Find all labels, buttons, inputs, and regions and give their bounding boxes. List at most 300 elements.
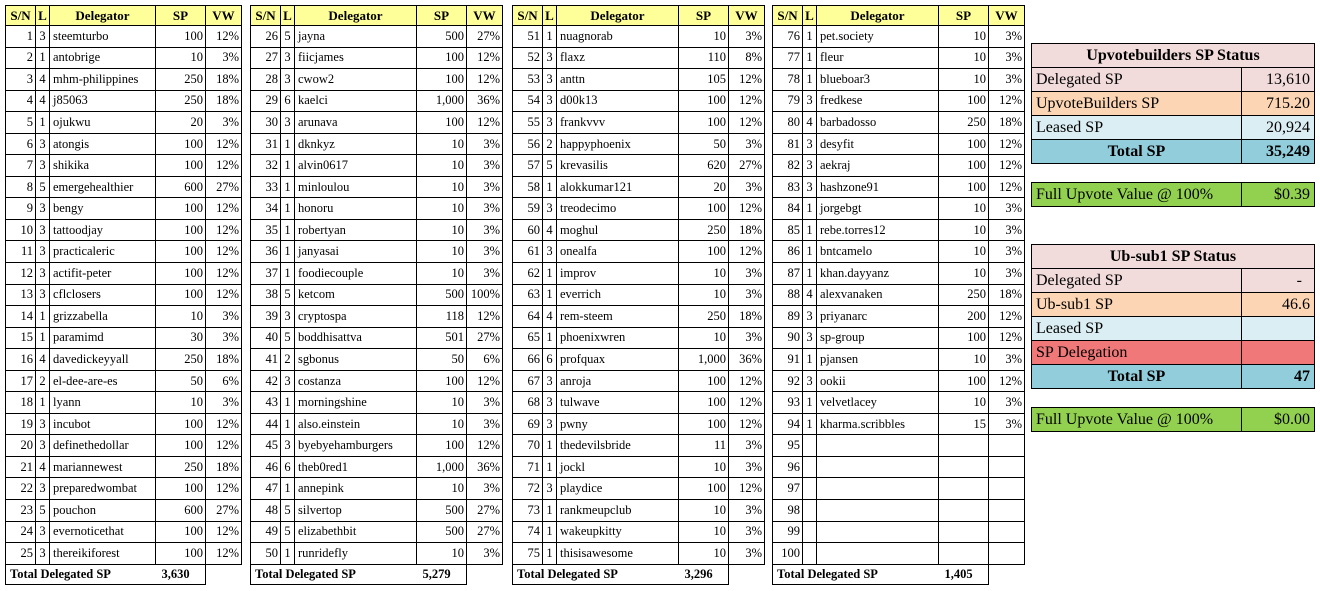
sp-amount: 10	[939, 219, 989, 241]
serial-number: 10	[6, 219, 36, 241]
level: 1	[281, 392, 295, 414]
level: 6	[543, 349, 557, 371]
serial-number: 20	[6, 435, 36, 457]
level: 1	[803, 69, 817, 91]
serial-number: 4	[6, 90, 36, 112]
level: 3	[543, 413, 557, 435]
vote-weight: 12%	[206, 219, 242, 241]
sp-amount: 500	[417, 284, 467, 306]
upvotebuilders-status-table	[1031, 43, 1315, 164]
serial-number: 47	[251, 478, 281, 500]
table-row	[251, 392, 503, 414]
level: 3	[36, 198, 50, 220]
sp-amount: 100	[156, 478, 206, 500]
sp-amount: 500	[417, 26, 467, 48]
level: 1	[803, 219, 817, 241]
delegator-name: bengy	[50, 198, 156, 220]
vote-weight: 36%	[729, 349, 765, 371]
table-row	[251, 241, 503, 263]
level: 3	[543, 69, 557, 91]
table-row	[251, 155, 503, 177]
sp-amount: 250	[156, 69, 206, 91]
serial-number: 44	[251, 413, 281, 435]
vote-weight: 3%	[206, 327, 242, 349]
level: 3	[543, 478, 557, 500]
delegator-name	[817, 478, 939, 500]
level: 5	[281, 327, 295, 349]
vote-weight: 12%	[206, 521, 242, 543]
delegated-sp-label: Delegated SP	[1032, 269, 1242, 293]
sp-amount: 200	[939, 306, 989, 328]
table-row	[6, 413, 242, 435]
serial-number: 92	[773, 370, 803, 392]
vote-weight: 3%	[467, 543, 503, 565]
delegator-name: arunava	[295, 112, 417, 134]
vote-weight: 12%	[467, 306, 503, 328]
level: 1	[543, 456, 557, 478]
serial-number: 63	[513, 284, 543, 306]
level: 1	[36, 112, 50, 134]
serial-number: 54	[513, 90, 543, 112]
serial-number: 88	[773, 284, 803, 306]
table-row	[773, 521, 1025, 543]
delegator-name: robertyan	[295, 219, 417, 241]
serial-number: 57	[513, 155, 543, 177]
serial-number: 75	[513, 543, 543, 565]
table-row	[6, 521, 242, 543]
sp-amount: 100	[417, 47, 467, 69]
vote-weight: 36%	[467, 90, 503, 112]
sp-amount: 100	[156, 219, 206, 241]
level: 3	[281, 306, 295, 328]
table-row	[513, 349, 765, 371]
delegator-name: phoenixwren	[557, 327, 679, 349]
serial-number: 21	[6, 456, 36, 478]
vote-weight: 3%	[467, 413, 503, 435]
delegator-name: theb0red1	[295, 456, 417, 478]
delegator-name: bntcamelo	[817, 241, 939, 263]
table-row	[6, 176, 242, 198]
sp-amount: 10	[939, 263, 989, 285]
serial-number: 93	[773, 392, 803, 414]
delegator-name: sp-group	[817, 327, 939, 349]
level: 3	[36, 284, 50, 306]
serial-number: 34	[251, 198, 281, 220]
serial-number: 74	[513, 521, 543, 543]
delegator-name: byebyehamburgers	[295, 435, 417, 457]
level: 5	[281, 521, 295, 543]
delegator-name: ketcom	[295, 284, 417, 306]
column-header-delegator: Delegator	[817, 6, 939, 26]
vote-weight: 3%	[989, 219, 1025, 241]
own-sp-label: UpvoteBuilders SP	[1032, 92, 1242, 116]
delegator-name: davedickeyyall	[50, 349, 156, 371]
column-header-vw: VW	[206, 6, 242, 26]
vote-weight: 12%	[989, 155, 1025, 177]
own-sp-value: 46.6	[1242, 293, 1315, 317]
delegator-name: ookii	[817, 370, 939, 392]
vote-weight: 12%	[206, 133, 242, 155]
vote-weight: 12%	[467, 435, 503, 457]
vote-weight: 3%	[729, 543, 765, 565]
table-row	[513, 26, 765, 48]
sp-amount: 250	[679, 219, 729, 241]
level: 3	[543, 370, 557, 392]
sp-amount: 50	[156, 370, 206, 392]
delegator-name: kaelci	[295, 90, 417, 112]
sp-amount: 10	[156, 392, 206, 414]
level: 3	[36, 521, 50, 543]
serial-number: 5	[6, 112, 36, 134]
level: 6	[281, 90, 295, 112]
table-row	[6, 327, 242, 349]
level: 3	[36, 26, 50, 48]
column-header-delegator: Delegator	[295, 6, 417, 26]
level: 1	[803, 392, 817, 414]
delegator-name: jockl	[557, 456, 679, 478]
sp-amount: 10	[679, 456, 729, 478]
vote-weight: 12%	[989, 176, 1025, 198]
table-row	[251, 47, 503, 69]
sp-amount: 100	[156, 198, 206, 220]
delegator-name: jorgebgt	[817, 198, 939, 220]
level: 3	[803, 90, 817, 112]
delegator-name	[817, 435, 939, 457]
delegator-name: morningshine	[295, 392, 417, 414]
sp-amount: 15	[939, 413, 989, 435]
sp-amount	[939, 456, 989, 478]
serial-number: 12	[6, 263, 36, 285]
total-delegated-label: Total Delegated SP	[251, 564, 417, 584]
level	[803, 500, 817, 522]
delegator-name: incubot	[50, 413, 156, 435]
vote-weight	[989, 478, 1025, 500]
sp-amount: 100	[939, 370, 989, 392]
level: 3	[803, 133, 817, 155]
column-header-l: L	[281, 6, 295, 26]
level: 3	[36, 543, 50, 565]
delegator-name: preparedwombat	[50, 478, 156, 500]
serial-number: 86	[773, 241, 803, 263]
delegator-table-1	[5, 5, 242, 585]
table-row	[251, 26, 503, 48]
serial-number: 28	[251, 69, 281, 91]
table-row	[513, 500, 765, 522]
delegator-name	[817, 521, 939, 543]
delegator-name: dknkyz	[295, 133, 417, 155]
delegator-name: janyasai	[295, 241, 417, 263]
serial-number: 27	[251, 47, 281, 69]
vote-weight: 18%	[206, 349, 242, 371]
sp-amount: 10	[679, 500, 729, 522]
vote-weight: 12%	[989, 133, 1025, 155]
table-row	[773, 133, 1025, 155]
table-row	[6, 198, 242, 220]
table-row	[251, 69, 503, 91]
serial-number: 91	[773, 349, 803, 371]
delegator-name: alokkumar121	[557, 176, 679, 198]
level: 1	[281, 133, 295, 155]
vote-weight: 12%	[206, 435, 242, 457]
delegator-name: anroja	[557, 370, 679, 392]
sp-amount: 100	[156, 435, 206, 457]
sp-amount	[939, 500, 989, 522]
delegator-name: practicaleric	[50, 241, 156, 263]
vote-weight: 12%	[206, 284, 242, 306]
serial-number: 43	[251, 392, 281, 414]
delegator-name: foodiecouple	[295, 263, 417, 285]
table-row	[773, 349, 1025, 371]
ub-sub1-upvote-value	[1031, 407, 1315, 432]
table-row	[513, 90, 765, 112]
vote-weight: 27%	[467, 327, 503, 349]
vote-weight: 3%	[206, 47, 242, 69]
table-row	[251, 263, 503, 285]
serial-number: 8	[6, 176, 36, 198]
sp-amount: 100	[939, 90, 989, 112]
table-row	[773, 370, 1025, 392]
table-row	[6, 112, 242, 134]
level: 3	[36, 413, 50, 435]
level: 1	[803, 413, 817, 435]
total-delegated-label: Total Delegated SP	[773, 564, 939, 584]
sp-amount: 100	[156, 26, 206, 48]
serial-number: 33	[251, 176, 281, 198]
total-sp-label: Total SP	[1032, 140, 1242, 164]
level: 5	[36, 500, 50, 522]
leased-sp-value: 20,924	[1242, 116, 1315, 140]
sp-amount: 30	[156, 327, 206, 349]
sp-amount: 100	[156, 133, 206, 155]
serial-number: 22	[6, 478, 36, 500]
table-row	[251, 456, 503, 478]
sp-amount: 10	[417, 413, 467, 435]
level: 1	[281, 413, 295, 435]
table-row	[251, 349, 503, 371]
vote-weight: 8%	[729, 47, 765, 69]
table-row	[773, 456, 1025, 478]
level: 1	[543, 327, 557, 349]
delegator-name: runridefly	[295, 543, 417, 565]
level	[803, 435, 817, 457]
vote-weight: 12%	[989, 306, 1025, 328]
vote-weight: 12%	[206, 478, 242, 500]
level: 3	[543, 198, 557, 220]
level: 5	[281, 284, 295, 306]
vote-weight: 12%	[206, 155, 242, 177]
table-row	[251, 112, 503, 134]
sp-amount: 100	[156, 413, 206, 435]
table-row	[251, 133, 503, 155]
serial-number: 41	[251, 349, 281, 371]
table-row	[6, 219, 242, 241]
vote-weight: 12%	[467, 69, 503, 91]
level: 3	[543, 392, 557, 414]
vote-weight: 18%	[989, 112, 1025, 134]
vote-weight: 3%	[989, 198, 1025, 220]
sp-amount: 10	[679, 26, 729, 48]
sp-amount: 10	[939, 26, 989, 48]
vote-weight: 12%	[989, 327, 1025, 349]
level: 4	[543, 219, 557, 241]
serial-number: 18	[6, 392, 36, 414]
sp-amount: 10	[417, 155, 467, 177]
delegator-name: annepink	[295, 478, 417, 500]
serial-number: 71	[513, 456, 543, 478]
column-header-vw: VW	[729, 6, 765, 26]
level: 3	[803, 306, 817, 328]
serial-number: 90	[773, 327, 803, 349]
serial-number: 51	[513, 26, 543, 48]
serial-number: 87	[773, 263, 803, 285]
level: 2	[36, 370, 50, 392]
level: 3	[36, 155, 50, 177]
sp-amount: 10	[156, 306, 206, 328]
delegator-name: thereikiforest	[50, 543, 156, 565]
serial-number: 42	[251, 370, 281, 392]
vote-weight: 27%	[467, 500, 503, 522]
delegator-name: atongis	[50, 133, 156, 155]
table-row	[513, 543, 765, 565]
total-delegated-value: 3,630	[156, 564, 206, 584]
sp-amount: 100	[679, 198, 729, 220]
vote-weight: 3%	[729, 521, 765, 543]
sp-amount: 100	[679, 241, 729, 263]
sp-amount: 50	[417, 349, 467, 371]
table-row	[6, 69, 242, 91]
serial-number: 7	[6, 155, 36, 177]
table-row	[773, 543, 1025, 565]
delegator-name: jayna	[295, 26, 417, 48]
table-row	[6, 306, 242, 328]
serial-number: 97	[773, 478, 803, 500]
delegator-name: alexvanaken	[817, 284, 939, 306]
serial-number: 40	[251, 327, 281, 349]
total-delegated-value: 1,405	[939, 564, 989, 584]
level: 1	[281, 155, 295, 177]
sp-amount: 250	[156, 90, 206, 112]
table-row	[6, 90, 242, 112]
table-row	[251, 543, 503, 565]
total-delegated-label: Total Delegated SP	[6, 564, 156, 584]
sp-amount	[939, 521, 989, 543]
level: 1	[543, 26, 557, 48]
delegator-name: cwow2	[295, 69, 417, 91]
table-row	[773, 392, 1025, 414]
serial-number: 45	[251, 435, 281, 457]
level: 3	[36, 263, 50, 285]
serial-number: 59	[513, 198, 543, 220]
serial-number: 81	[773, 133, 803, 155]
vote-weight: 12%	[729, 392, 765, 414]
vote-weight: 3%	[467, 219, 503, 241]
column-header-sp: SP	[679, 6, 729, 26]
level: 1	[803, 47, 817, 69]
delegator-name: pouchon	[50, 500, 156, 522]
table-row	[513, 133, 765, 155]
serial-number: 46	[251, 456, 281, 478]
table-row	[513, 435, 765, 457]
serial-number: 50	[251, 543, 281, 565]
sp-amount: 100	[156, 263, 206, 285]
level: 3	[543, 90, 557, 112]
level: 1	[36, 47, 50, 69]
table-row	[251, 90, 503, 112]
sp-delegation-value	[1242, 341, 1315, 365]
sp-amount: 100	[679, 112, 729, 134]
serial-number: 76	[773, 26, 803, 48]
serial-number: 99	[773, 521, 803, 543]
vote-weight	[989, 435, 1025, 457]
column-header-sp: SP	[417, 6, 467, 26]
serial-number: 58	[513, 176, 543, 198]
sp-amount: 250	[939, 112, 989, 134]
table-row	[773, 435, 1025, 457]
vote-weight: 3%	[989, 241, 1025, 263]
delegator-name: evernoticethat	[50, 521, 156, 543]
table-row	[6, 349, 242, 371]
vote-weight: 18%	[729, 219, 765, 241]
vote-weight: 12%	[729, 69, 765, 91]
vote-weight: 12%	[467, 47, 503, 69]
level: 1	[281, 241, 295, 263]
column-header-sn: S/N	[251, 6, 281, 26]
vote-weight: 12%	[729, 112, 765, 134]
serial-number: 79	[773, 90, 803, 112]
vote-weight: 3%	[729, 176, 765, 198]
serial-number: 36	[251, 241, 281, 263]
table-row	[6, 435, 242, 457]
vote-weight: 12%	[467, 112, 503, 134]
table-row	[513, 69, 765, 91]
table-row	[6, 284, 242, 306]
vote-weight: 18%	[989, 284, 1025, 306]
level: 3	[543, 241, 557, 263]
sp-amount: 10	[417, 543, 467, 565]
serial-number: 72	[513, 478, 543, 500]
delegated-sp-label: Delegated SP	[1032, 68, 1242, 92]
serial-number: 39	[251, 306, 281, 328]
level: 1	[803, 241, 817, 263]
level: 3	[803, 370, 817, 392]
delegator-name: hashzone91	[817, 176, 939, 198]
vote-weight	[989, 456, 1025, 478]
table-row	[251, 435, 503, 457]
vote-weight: 12%	[206, 241, 242, 263]
column-header-vw: VW	[989, 6, 1025, 26]
level	[803, 478, 817, 500]
level: 3	[36, 435, 50, 457]
serial-number: 56	[513, 133, 543, 155]
serial-number: 13	[6, 284, 36, 306]
sp-amount: 10	[417, 198, 467, 220]
sp-amount: 100	[156, 543, 206, 565]
table-row	[6, 133, 242, 155]
level: 1	[803, 198, 817, 220]
sp-amount: 10	[417, 219, 467, 241]
upvote-value-label: Full Upvote Value @ 100%	[1032, 183, 1242, 207]
delegator-name: rankmeupclub	[557, 500, 679, 522]
sp-amount: 1,000	[679, 349, 729, 371]
delegator-name: lyann	[50, 392, 156, 414]
level: 1	[281, 176, 295, 198]
serial-number: 68	[513, 392, 543, 414]
serial-number: 100	[773, 543, 803, 565]
level: 4	[543, 306, 557, 328]
sp-amount: 10	[417, 392, 467, 414]
vote-weight: 6%	[206, 370, 242, 392]
delegator-name: honoru	[295, 198, 417, 220]
